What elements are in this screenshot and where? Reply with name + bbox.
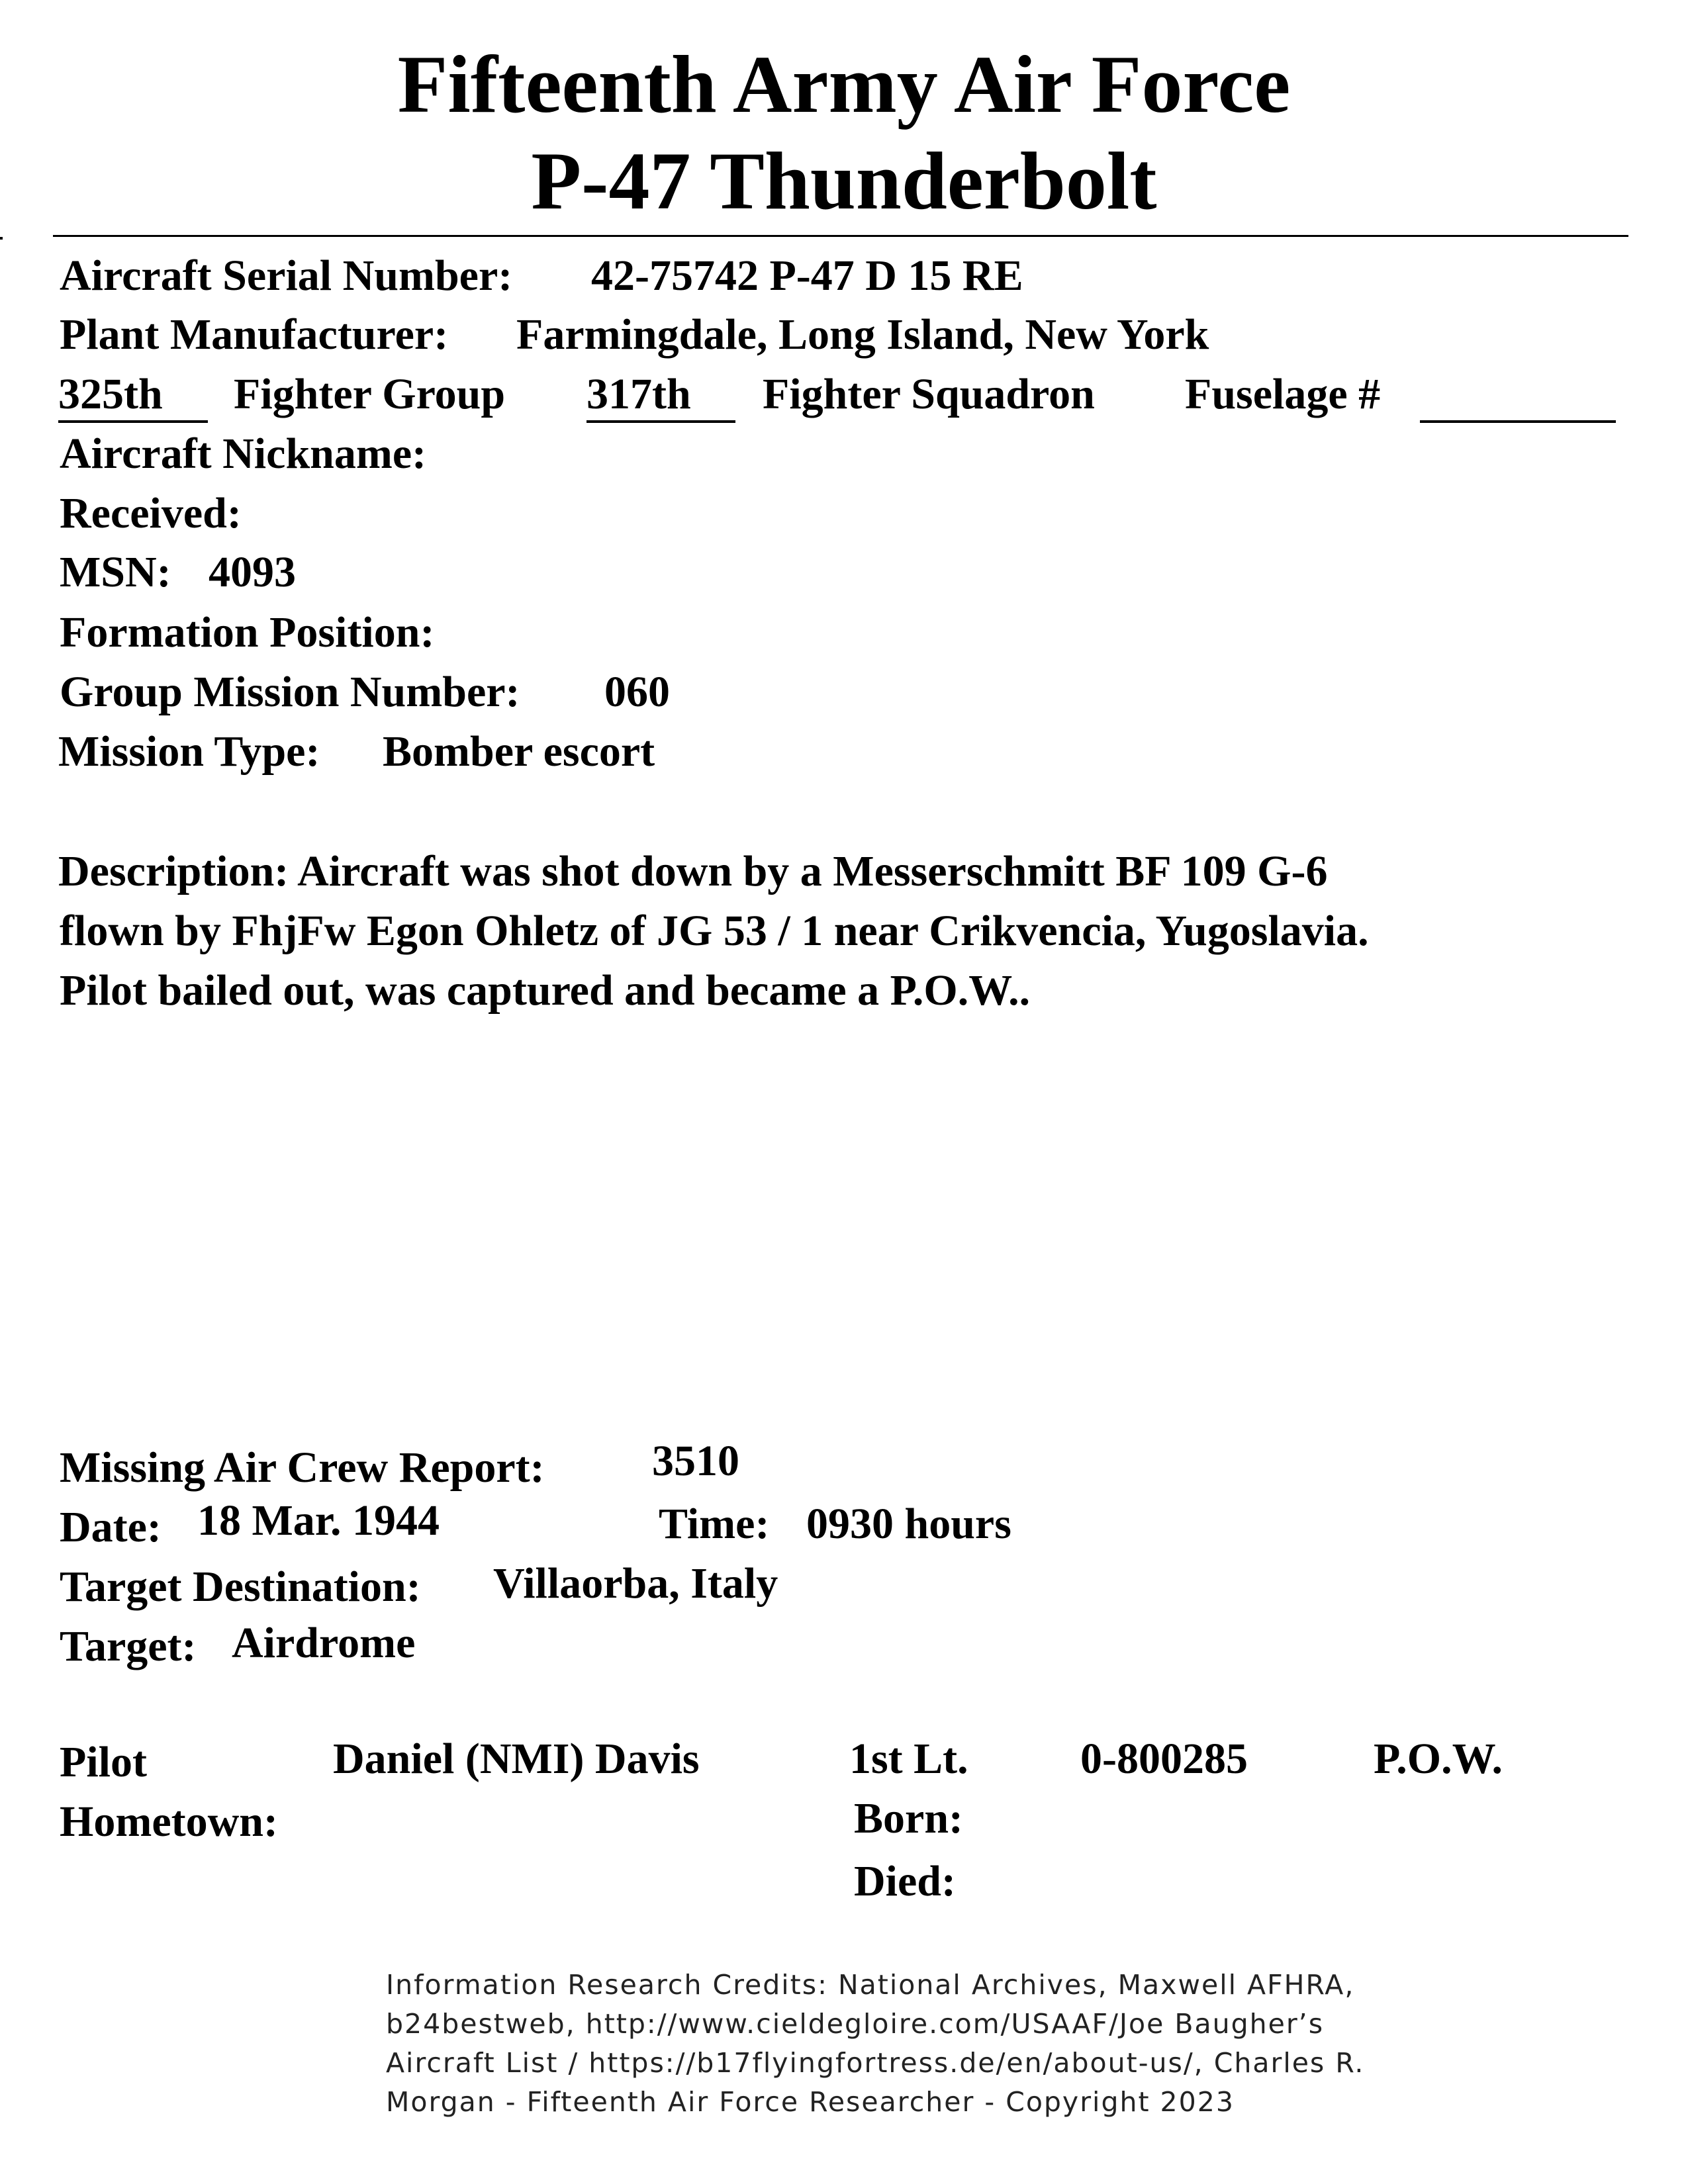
received-label: Received: bbox=[60, 489, 242, 537]
mission-number-label: Group Mission Number: bbox=[60, 668, 520, 716]
fighter-group-value: 325th bbox=[58, 373, 208, 423]
page-title-line1: Fifteenth Army Air Force bbox=[397, 39, 1291, 130]
crew-status: P.O.W. bbox=[1374, 1735, 1503, 1783]
hometown-label: Hometown: bbox=[60, 1797, 278, 1846]
serial-value: 42-75742 P-47 D 15 RE bbox=[591, 251, 1023, 300]
target-value: Airdrome bbox=[232, 1619, 416, 1667]
destination-label: Target Destination: bbox=[60, 1563, 421, 1611]
macr-value: 3510 bbox=[652, 1437, 739, 1485]
description-line: Description: Aircraft was shot down by a Messerschmitt BF 109 G-6 bbox=[58, 847, 1328, 895]
credits-line: Morgan - Fifteenth Air Force Researcher - Copyright 2023 bbox=[386, 2086, 1235, 2118]
fuselage-field bbox=[1420, 373, 1616, 431]
formation-label: Formation Position: bbox=[60, 608, 435, 657]
date-label: Date: bbox=[60, 1503, 162, 1551]
mission-number-value: 060 bbox=[604, 668, 670, 716]
fighter-squadron-label: Fighter Squadron bbox=[763, 370, 1095, 418]
mission-type-label: Mission Type: bbox=[58, 727, 320, 776]
fuselage-value bbox=[1420, 373, 1616, 423]
description-line: flown by FhjFw Egon Ohletz of JG 53 / 1 near Crikvencia, Yugoslavia. bbox=[60, 907, 1369, 955]
crew-name: Daniel (NMI) Davis bbox=[333, 1735, 700, 1783]
fuselage-label: Fuselage # bbox=[1185, 370, 1381, 418]
scan-mark bbox=[0, 237, 3, 240]
credits-line: b24bestweb, http://www.cieldegloire.com/USAAF/Joe Baugher’s bbox=[386, 2008, 1325, 2040]
time-value: 0930 hours bbox=[806, 1500, 1011, 1548]
msn-label: MSN: bbox=[60, 548, 171, 596]
born-label: Born: bbox=[854, 1794, 963, 1843]
serial-label: Aircraft Serial Number: bbox=[60, 251, 513, 300]
fighter-group-field bbox=[58, 370, 208, 423]
mission-type-value: Bomber escort bbox=[383, 727, 655, 776]
destination-value: Villaorba, Italy bbox=[493, 1559, 778, 1608]
fighter-squadron-value: 317th bbox=[586, 373, 735, 423]
fighter-group-label: Fighter Group bbox=[234, 370, 506, 418]
macr-label: Missing Air Crew Report: bbox=[60, 1443, 545, 1492]
page-title-line2: P-47 Thunderbolt bbox=[531, 136, 1157, 226]
crew-serial: 0-800285 bbox=[1080, 1735, 1248, 1783]
crew-role: Pilot bbox=[60, 1738, 147, 1786]
credits-line: Information Research Credits: National Archives, Maxwell AFHRA, bbox=[386, 1969, 1355, 2001]
target-label: Target: bbox=[60, 1622, 197, 1670]
credits-footer bbox=[386, 1966, 1365, 2122]
time-label: Time: bbox=[659, 1500, 770, 1548]
description-line: Pilot bailed out, was captured and became a P.O.W.. bbox=[60, 966, 1031, 1015]
date-value: 18 Mar. 1944 bbox=[197, 1496, 440, 1545]
died-label: Died: bbox=[854, 1857, 956, 1905]
crew-rank: 1st Lt. bbox=[849, 1735, 968, 1783]
plant-label: Plant Manufacturer: bbox=[60, 310, 449, 359]
nickname-label: Aircraft Nickname: bbox=[60, 430, 427, 478]
fighter-squadron-field bbox=[586, 370, 735, 423]
credits-line: Aircraft List / https://b17flyingfortress.de/en/about-us/, Charles R. bbox=[386, 2047, 1365, 2079]
plant-value: Farmingdale, Long Island, New York bbox=[516, 310, 1209, 359]
msn-value: 4093 bbox=[209, 548, 296, 596]
header-divider bbox=[53, 235, 1628, 237]
